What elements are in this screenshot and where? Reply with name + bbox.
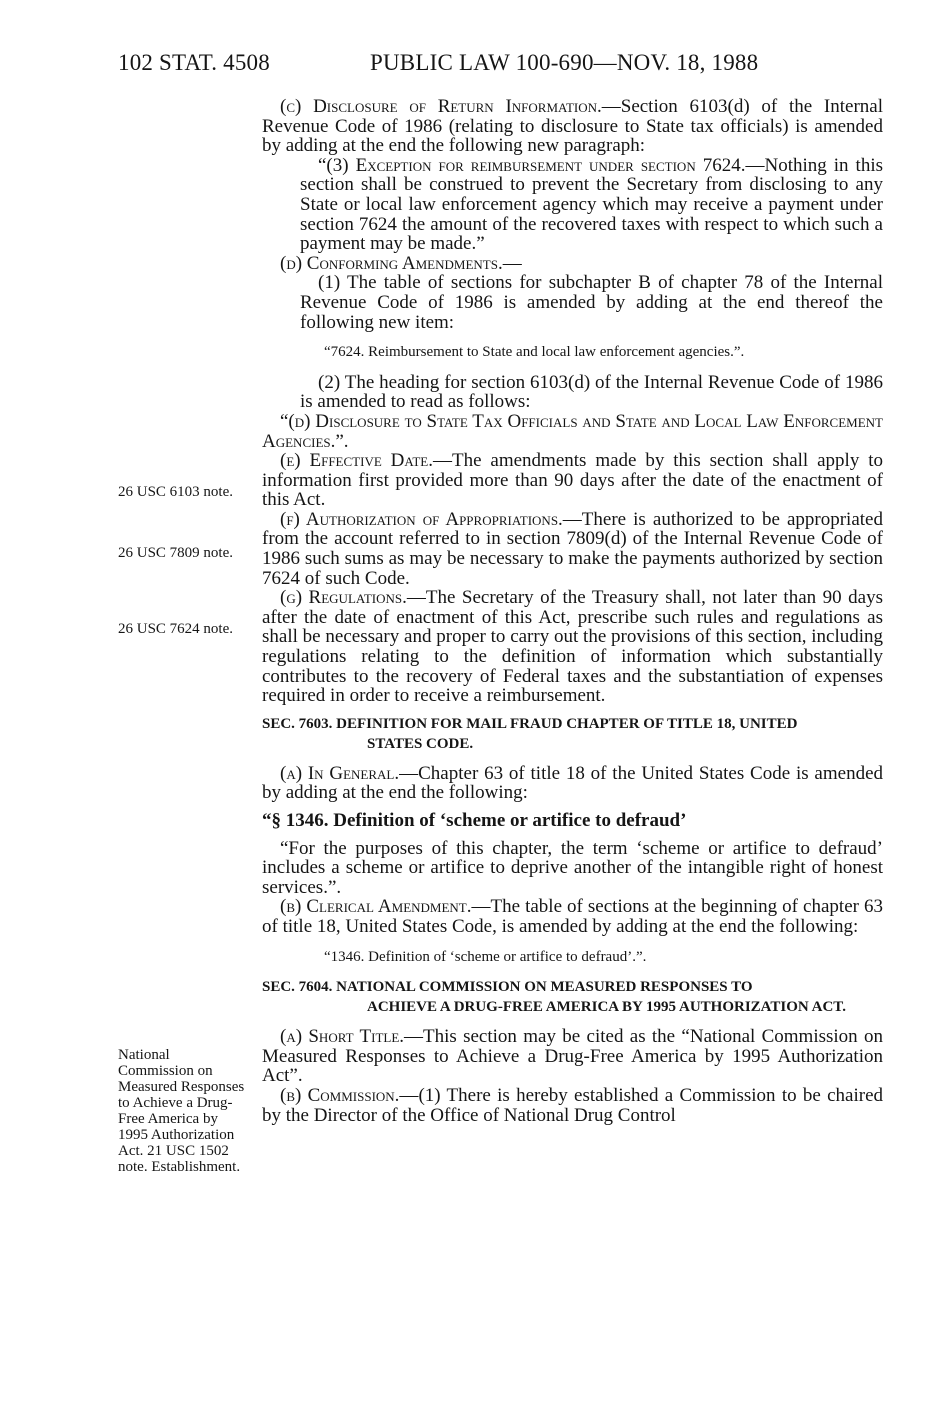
subsection-f (262, 510, 883, 588)
subsection-heading: (b) Clerical Amendment.— (280, 896, 491, 918)
section-7604-heading (262, 977, 883, 1017)
subsection-text: This section may be cited as the “National Commission on Measured Responses to Achieve a Drug-Free America by 1995 Authorization Act”. (262, 1026, 883, 1087)
page-number: 102 STAT. 4508 (118, 50, 270, 75)
margin-note: National Commission on Measured Responses to Achieve a Drug-Free America by 1995 Authorization Act. 21 USC 1502 note. Establishment. (118, 1047, 245, 1175)
section-1346-heading: “§ 1346. Definition of ‘scheme or artifice to defraud’ (262, 810, 687, 831)
subsection-text: Section 6103(d) of the Internal Revenue Code of 1986 (relating to disclosure to State tax officials) is amended by adding at the end the following new paragraph: (262, 96, 883, 157)
subsection-text: There is authorized to be appropriated from the account referred to in section 7809(d) of the Internal Revenue Code of 1986 such sums as may be necessary to make the payments authorized by section 7624 of such Code. (262, 508, 883, 589)
margin-note: 26 USC 7809 note. (118, 545, 234, 561)
subsection-text: (1) There is hereby established a Commission to be chaired by the Director of the Office of National Drug Control (262, 1084, 883, 1126)
paragraph-d2 (262, 373, 883, 412)
paragraph-text: (1) The table of sections for subchapter B of chapter 78 of the Internal Revenue Code of 1986 is amended by adding at the end thereof the following new item: (300, 272, 883, 333)
section-heading-line: ACHIEVE A DRUG-FREE AMERICA BY 1995 AUTHORIZATION ACT. (367, 999, 846, 1016)
subsection-heading: (d) Conforming Amendments.— (280, 252, 522, 274)
subsection-heading: (e) Effective Date.— (280, 450, 452, 472)
margin-note: 26 USC 6103 note. (118, 484, 234, 500)
subsection-text: The table of sections at the beginning of chapter 63 of title 18, United States Code, is amended by adding at the end the following: (262, 896, 883, 937)
table-item-7624: “7624. Reimbursement to State and local law enforcement agencies.”. (324, 344, 745, 361)
subsection-text: The amendments made by this section shall apply to information first provided more than 90 days after the date of the enactment of this Act. (262, 450, 883, 511)
paragraph-text: (2) The heading for section 6103(d) of the Internal Revenue Code of 1986 is amended to read as follows: (300, 371, 883, 413)
section-heading-line: SEC. 7603. DEFINITION FOR MAIL FRAUD CHAPTER OF TITLE 18, UNITED (262, 715, 798, 732)
document-body (262, 97, 883, 1125)
section-7603-heading (262, 714, 883, 754)
subsection-heading: (a) In General.— (280, 762, 419, 784)
section-7604-b (262, 1086, 883, 1125)
section-7604-a (262, 1027, 883, 1086)
margin-note: 26 USC 7624 note. (118, 621, 234, 637)
subsection-heading: (c) Disclosure of Return Information.— (280, 96, 621, 117)
section-7603-a (262, 764, 883, 803)
subsection-heading: (f) Authorization of Appropriations.— (280, 508, 582, 530)
running-head: PUBLIC LAW 100-690—NOV. 18, 1988 (370, 50, 759, 75)
subsection-heading: (b) Commission.— (280, 1084, 419, 1106)
table-item-1346: “1346. Definition of ‘scheme or artifice to defraud’.”. (324, 948, 647, 965)
paragraph-heading: “(3) Exception for reimbursement under section 7624.— (318, 154, 765, 176)
subsection-g (262, 588, 883, 706)
new-heading-6103d: “(d) Disclosure to State Tax Officials and State and Local Law Enforcement Agencies.”. (262, 410, 883, 452)
subsection-c (262, 97, 883, 156)
subsection-heading: (g) Regulations.— (280, 587, 426, 609)
subsection-d-heading (262, 254, 883, 274)
section-heading-line: SEC. 7604. NATIONAL COMMISSION ON MEASURED RESPONSES TO (262, 979, 753, 996)
subsection-heading: (a) Short Title.— (280, 1026, 424, 1048)
section-heading-line: STATES CODE. (367, 735, 474, 752)
paragraph-c3 (262, 156, 883, 254)
paragraph-d1 (262, 273, 883, 332)
subsection-e (262, 451, 883, 510)
subsection-text: The Secretary of the Treasury shall, not later than 90 days after the date of enactment of this Act, prescribe such rules and regulations as shall be necessary and proper to carry out the provisions of this section, including regulations relating to the definition of information which substantially contributes to the recovery of Federal taxes and the substantiation of expenses required in order to receive a reimbursement. (262, 587, 883, 707)
paragraph-text: Nothing in this section shall be construed to prevent the Secretary from disclosing to any State or local law enforcement agency which may receive a payment under section 7624 the amount of the recovered taxes with respect to which such a payment may be made.” (300, 154, 883, 255)
section-7603-b (262, 897, 883, 936)
section-1346-text: “For the purposes of this chapter, the term ‘scheme or artifice to defraud’ includes a scheme or artifice to deprive another of the intangible right of honest services.”. (262, 837, 883, 898)
subsection-text: Chapter 63 of title 18 of the United States Code is amended by adding at the end the following: (262, 762, 884, 804)
